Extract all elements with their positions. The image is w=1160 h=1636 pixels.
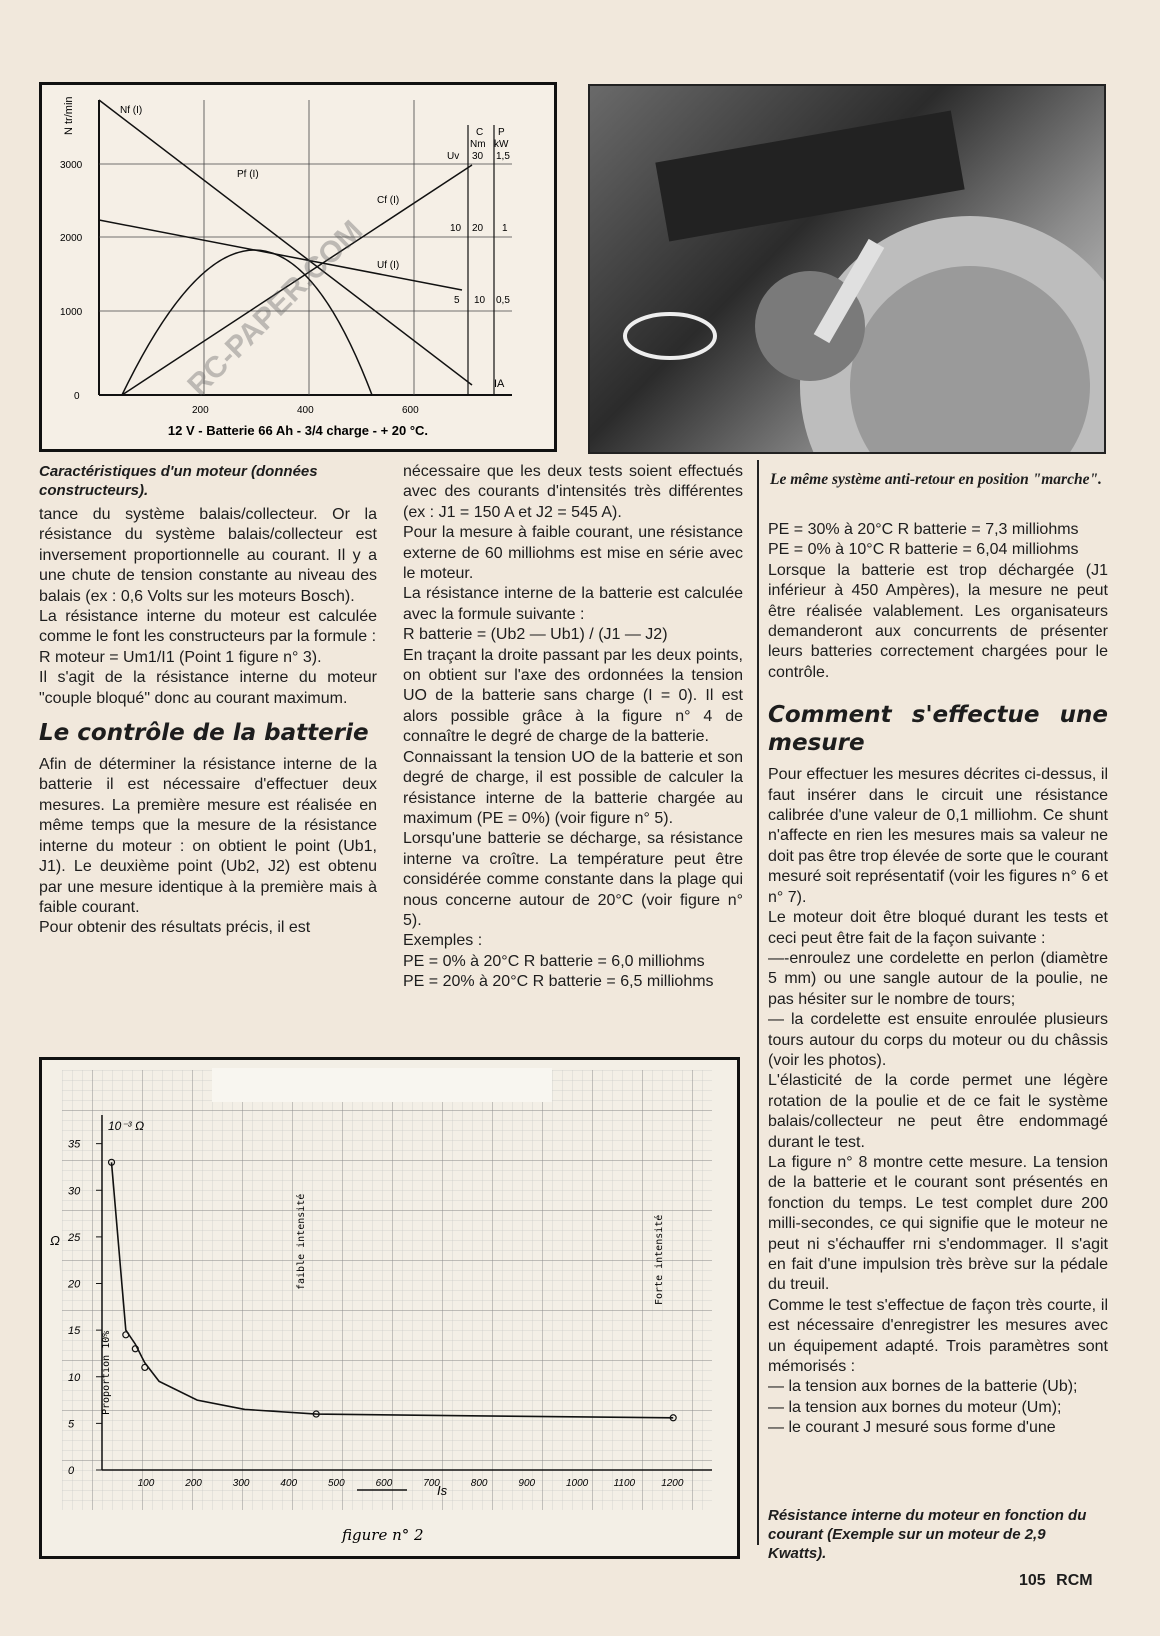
y-tick-1000: 1000: [60, 307, 83, 318]
fig2-x-tick-label: 300: [232, 1478, 250, 1489]
caption-photo: Le même système anti-retour en position "marche".: [770, 471, 1102, 488]
column-1: [39, 505, 377, 939]
col2-paragraph: La résistance interne de la batterie est calculée avec la formule suivante :: [403, 585, 743, 623]
col3-paragraph: — la cordelette est ensuite enroulée plusieurs tours autour du corps du moteur ou du châssis (voir les photos).: [768, 1011, 1108, 1069]
right-val-30: 30: [472, 151, 484, 162]
fig2-x-tick-label: 800: [470, 1478, 488, 1489]
fig2-x-tick-label: 1100: [613, 1478, 636, 1489]
fig2-vertical-label-left: Proportion 10%: [101, 1330, 112, 1415]
fig2-x-tick-label: 700: [423, 1478, 440, 1489]
watermark: RC-PAPER.COM: [181, 214, 370, 403]
curve-label-pf: Pf (I): [237, 169, 259, 180]
fig2-x-tick-label: 200: [185, 1478, 202, 1489]
fig2-y-unit: 10⁻³ Ω: [108, 1119, 145, 1133]
col1-formula: R moteur = Um1/I1 (Point 1 figure n° 3).: [39, 648, 322, 666]
fig2-x-axis-label: Is: [437, 1483, 448, 1498]
fig2-x-tick-label: 400: [280, 1478, 298, 1489]
curve-label-nf: Nf (I): [120, 105, 143, 116]
col2-example: PE = 0% à 20°C R batterie = 6,0 milliohms: [403, 952, 705, 970]
col3-paragraph: Le moteur doit être bloqué durant les tests et ceci peut être fait de la façon suivante :: [768, 909, 1108, 947]
figure-internal-resistance: [39, 1057, 740, 1559]
motor-characteristics-chart: [42, 85, 554, 449]
y-axis-label: N tr/min: [63, 96, 75, 135]
fig2-y-tick-label: 0: [68, 1465, 75, 1477]
col2-formula: R batterie = (Ub2 — Ub1) / (J1 — J2): [403, 626, 668, 644]
right-header-uv: Uv: [447, 151, 460, 162]
figure1-subtitle: 12 V - Batterie 66 Ah - 3/4 charge - + 20 °C.: [167, 423, 429, 438]
curve-label-uf: Uf (I): [377, 260, 400, 271]
y-tick-2000: 2000: [60, 233, 83, 244]
fig2-x-tick-label: 500: [328, 1478, 345, 1489]
fig2-y-tick-label: 5: [68, 1418, 75, 1431]
right-val-0-5: 0,5: [496, 295, 510, 306]
nf-curve: [99, 100, 472, 385]
col2-paragraph: Pour la mesure à faible courant, une résistance externe de 60 milliohms est mise en série avec le moteur.: [403, 524, 743, 583]
col1-paragraph: Afin de déterminer la résistance interne de la batterie il est nécessaire d'effectuer deux mesures. La première mesure est réalisée en même temps que la mesure de la résistance interne du moteur : on obtient le point (Ub1, J1). Le deuxième point (Ub2, J2) est obtenu par une mesure identique à la première mais à faible courant.: [39, 756, 377, 916]
col3-list-item: — la tension aux bornes du moteur (Um);: [768, 1398, 1062, 1416]
fig2-y-tick-label: 30: [68, 1185, 81, 1198]
col3-paragraph: La figure n° 8 montre cette mesure. La tension de la batterie et le courant sont présentés en fonction du temps. Le test complet dure 200 milli-secondes, ce qui signifie que le moteur ne peut ni s'échauffer rni s'endommager. Il s'agit en fait d'une impulsion très brève sur la pédale du treuil.: [768, 1153, 1108, 1294]
figure-motor-characteristics: [39, 82, 557, 452]
column-3: [768, 520, 1108, 1439]
fig2-handwritten-note: figure n° 2: [342, 1526, 424, 1544]
col3-paragraph: —-enroulez une cordelette en perlon (diamètre 5 mm) ou une sangle autour de la poulie, ne pas hésiter sur le nombre de tours;: [768, 949, 1108, 1008]
internal-resistance-chart: [42, 1060, 737, 1556]
right-val-5: 5: [454, 295, 460, 306]
fig2-x-tick-label: 1000: [566, 1478, 589, 1489]
right-header-p: P: [498, 127, 505, 138]
col2-paragraph: Exemples :: [403, 932, 483, 950]
curve-label-cf: Cf (I): [377, 195, 400, 206]
photo-illustration: [590, 86, 1104, 452]
y-tick-3000: 3000: [60, 160, 83, 171]
fig2-x-tick-label: 900: [518, 1478, 536, 1489]
fig2-x-tick-label: 600: [375, 1478, 393, 1489]
fig2-y-tick-label: 35: [68, 1138, 81, 1151]
col2-paragraph: nécessaire que les deux tests soient effectués avec des courants d'intensités très différentes (ex : J1 = 150 A et J2 = 545 A).: [403, 463, 743, 521]
col2-example: PE = 20% à 20°C R batterie = 6,5 milliohms: [403, 973, 714, 991]
fig2-y-tick-label: 15: [68, 1325, 81, 1338]
col3-list-item: — la tension aux bornes de la batterie (Ub);: [768, 1378, 1078, 1396]
column-divider: [757, 460, 759, 1545]
fig2-x-tick-label: 100: [137, 1478, 155, 1489]
journal-name: RCM: [1056, 1572, 1093, 1589]
fig2-y-tick-label: 20: [68, 1278, 81, 1291]
x-tick-400: 400: [297, 405, 314, 416]
heading-comment-mesure: Comment s'effectue une mesure: [768, 702, 1108, 757]
fig2-y-axis-label: Ω: [50, 1233, 60, 1248]
col1-paragraph: Il s'agit de la résistance interne du moteur "couple bloqué" donc au courant maximum.: [39, 669, 377, 707]
y-tick-0: 0: [74, 391, 80, 402]
right-val-1-5: 1,5: [496, 151, 510, 162]
page-footer: [1019, 1572, 1093, 1590]
fig2-vertical-label-mid: faible intensité: [296, 1193, 307, 1290]
col3-paragraph: L'élasticité de la corde permet une légère rotation de la poulie et de ce fait le système balais/collecteur ne peut être endommagé durant le test.: [768, 1072, 1108, 1151]
fig2-y-tick-label: 25: [68, 1231, 81, 1244]
right-header-kw: kW: [494, 139, 509, 150]
x-tick-600: 600: [402, 405, 419, 416]
col1-paragraph: La résistance interne du moteur est calculée comme le font les constructeurs par la formule :: [39, 608, 377, 646]
right-val-10: 10: [450, 223, 462, 234]
heading-controle-batterie: Le contrôle de la batterie: [39, 720, 369, 747]
col2-paragraph: En traçant la droite passant par les deux points, on obtient sur l'axe des ordonnées la tension UO de la batterie sans charge (I = 0). Il est alors possible grâce à la figure n° 4 de connaître le degré de charge de la batterie.: [403, 646, 743, 746]
col1-paragraph: tance du système balais/collecteur. Or la résistance du système balais/collecteur est inversement proportionnelle au courant. Il y a une chute de tension constante au niveau des balais (ex : 0,6 Volts sur les moteurs Bosch).: [39, 506, 377, 605]
col3-example: PE = 0% à 10°C R batterie = 6,04 milliohms: [768, 541, 1079, 559]
col3-paragraph: Lorsque la batterie est trop déchargée (J1 inférieur à 450 Ampères), la mesure ne peut être réalisée valablement. Les organisateurs demanderont aux concurrents de présenter leurs batteries correctement chargées pour le contrôle.: [768, 561, 1108, 681]
column-2: [403, 462, 743, 993]
col2-paragraph: Lorsqu'une batterie se décharge, sa résistance interne va croître. La température peut être considérée comme constante dans la plage qui nous concerne autour de 20°C (voir figure n° 5).: [403, 830, 743, 929]
caption-figure2: Résistance interne du moteur en fonction du courant (Exemple sur un moteur de 2,9 Kwatts).: [768, 1507, 1087, 1562]
x-tick-200: 200: [192, 405, 209, 416]
fig2-vertical-label-right: Forte intensité: [654, 1214, 665, 1305]
right-val-10b: 10: [474, 295, 486, 306]
page-number: 105: [1019, 1572, 1046, 1589]
fig2-x-tick-label: 1200: [661, 1478, 684, 1489]
fig2-y-tick-label: 10: [68, 1371, 81, 1384]
right-val-20: 20: [472, 223, 484, 234]
right-header-nm: Nm: [470, 139, 486, 150]
col1-paragraph: Pour obtenir des résultats précis, il est: [39, 919, 311, 937]
col3-example: PE = 30% à 20°C R batterie = 7,3 milliohms: [768, 521, 1079, 538]
x-axis-label: IA: [494, 378, 505, 390]
caption-figure1: Caractéristiques d'un moteur (données constructeurs).: [39, 463, 318, 499]
col2-paragraph: Connaissant la tension UO de la batterie et son degré de charge, il est possible de calculer la résistance interne de la batterie chargée au maximum (PE = 0%) (voir figure n° 5).: [403, 748, 743, 827]
right-val-1: 1: [502, 223, 508, 234]
col3-paragraph: Comme le test s'effectue de façon très courte, il est nécessaire d'enregistrer les mesures avec un équipement adapté. Trois paramètres sont mémorisés :: [768, 1296, 1108, 1376]
col3-list-item: — le courant J mesuré sous forme d'une: [768, 1419, 1056, 1437]
col3-paragraph: Pour effectuer les mesures décrites ci-dessus, il faut insérer dans le circuit une résistance calibrée d'une valeur de 0,1 milliohm. Ce shunt n'affecte en rien les mesures mais sa valeur ne doit pas être trop élevée de sorte que le courant mesuré soit représentatif (voir les figures n° 6 et n° 7).: [768, 766, 1108, 906]
right-header-c: C: [476, 127, 484, 138]
photo-anti-retour: [588, 84, 1106, 454]
